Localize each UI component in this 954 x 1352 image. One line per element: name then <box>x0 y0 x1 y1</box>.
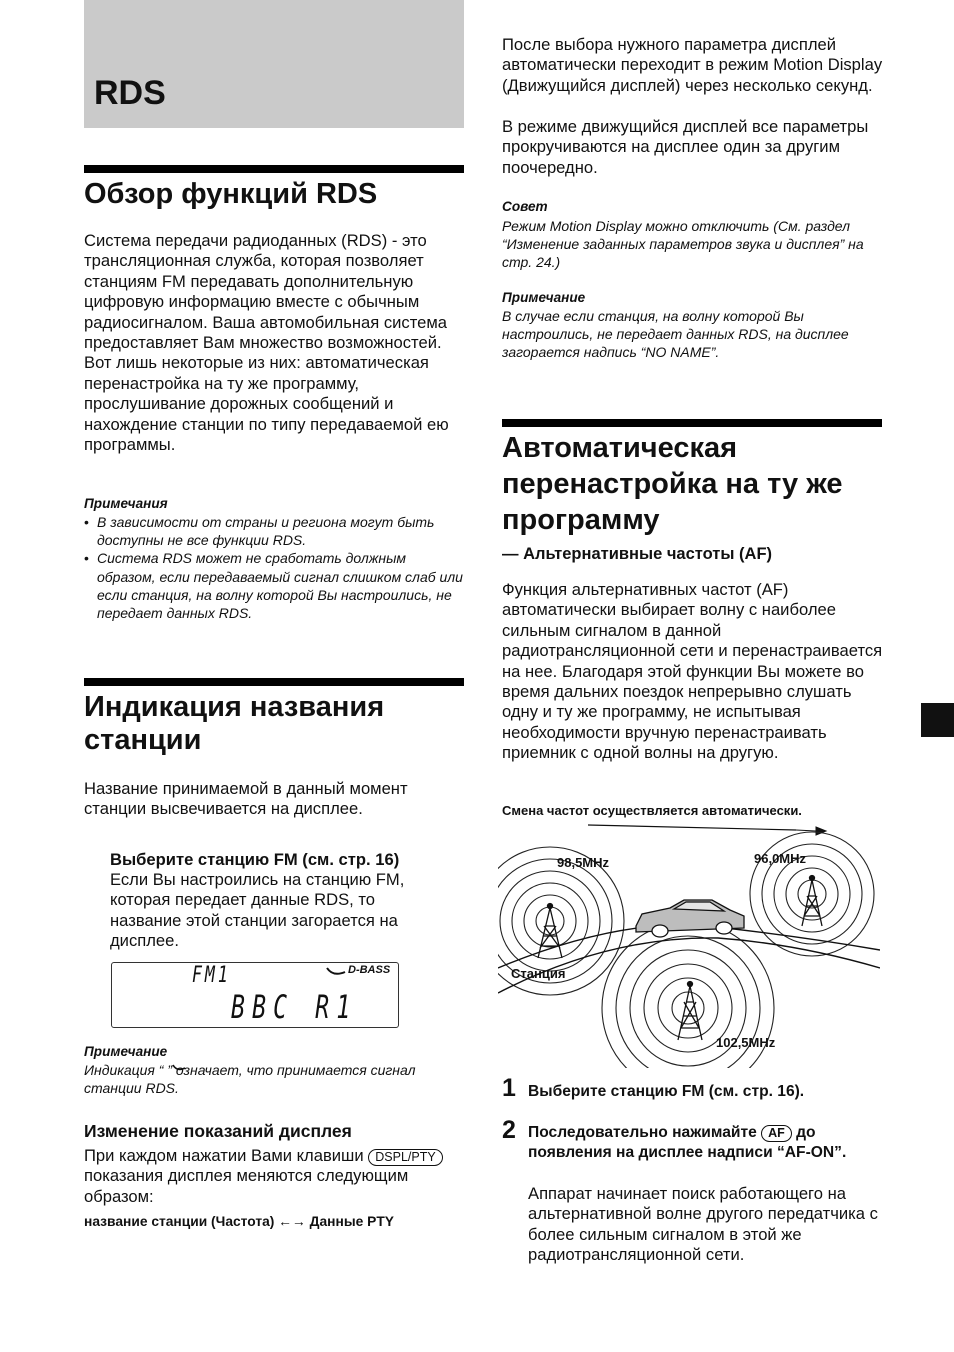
tip-text: Режим Motion Display можно отключить (См. раздел “Изменение заданных параметров звука и дисплея” на стр. 24.) <box>502 218 864 271</box>
freq-label-left: 98,5MHz <box>557 855 610 870</box>
heading-rule <box>84 165 464 173</box>
step-number: 2 <box>502 1116 516 1144</box>
display-sequence <box>84 1214 394 1229</box>
freq-label-bottom: 102,5MHz <box>716 1035 776 1050</box>
step-2-body: Аппарат начинает поиск работающего на альтернативной волне другого передатчика с более сильным сигналом в этой же радиотрансляционной сети. <box>528 1184 878 1265</box>
station-label: Станция <box>511 966 566 981</box>
display-band: FM1 <box>192 963 231 988</box>
step-text: Последовательно нажимайте <box>528 1124 757 1141</box>
dspl-pty-key: DSPL/PTY <box>368 1149 442 1166</box>
display-change-body <box>84 1146 464 1207</box>
heading-rule <box>502 419 882 427</box>
tower-bottom <box>678 982 702 1041</box>
display-station-name: BBC R1 <box>231 988 358 1026</box>
body-text: При каждом нажатии Вами клавиши <box>84 1146 364 1165</box>
sequence-right: Данные PTY <box>309 1214 394 1229</box>
tower-right <box>802 876 822 927</box>
station-step-body: Если Вы настроились на станцию FM, которая передает данные RDS, то название этой станции загорается на дисплее. <box>110 870 405 951</box>
af-diagram <box>498 818 880 1068</box>
station-name-heading: Индикация названия станции <box>84 691 385 756</box>
step-2-title <box>528 1123 878 1163</box>
display-change-heading: Изменение показаний дисплея <box>84 1121 352 1141</box>
overview-notes-list <box>84 513 464 622</box>
tower-left <box>538 904 562 959</box>
overview-body: Система передачи радиоданных (RDS) - это трансляционная служба, которая позволяет станциям FM передавать дополнительную цифровую информацию вместе с обычным радиосигналом. Ваша автомобильная система предоставляет Вам множество возможностей. Вот лишь некоторые из них: автоматическая перенастройка на ту же программу, прослушивание дорожных сообщений и нахождение станции по типу передаваемой ею программы. <box>84 231 449 455</box>
heading-rule <box>84 678 464 686</box>
step-1-title: Выберите станцию FM (см. стр. 16). <box>528 1083 805 1100</box>
station-name-body: Название принимаемой в данный момент станции высвечивается на дисплее. <box>84 779 408 819</box>
station-step-title: Выберите станцию FM (см. стр. 16) <box>110 850 400 869</box>
travel-arrow <box>588 825 826 835</box>
overview-heading: Обзор функций RDS <box>84 178 378 210</box>
af-subheading: — Альтернативные частоты (AF) <box>502 545 773 563</box>
car-icon <box>636 900 744 937</box>
step-text: до появления на дисплее надписи “AF-ON”. <box>528 1124 847 1161</box>
section-title: RDS <box>94 74 166 112</box>
rds-signal-icon <box>172 1063 186 1073</box>
note-item: • Система RDS может не сработать должным образом, если передаваемый сигнал слишком слаб или если станция, на волну которой Вы настроились, не передает данных RDS. <box>84 549 464 622</box>
body-text: показания дисплея меняются следующим образом: <box>84 1166 409 1206</box>
motion-note: В случае если станция, на волну которой Вы настроились, не передает данных RDS, на дисплее загорается надпись “NO NAME”. <box>502 308 849 361</box>
section-tab-marker <box>921 703 954 737</box>
rds-signal-icon <box>326 966 346 978</box>
station-note-heading: Примечание <box>84 1044 168 1059</box>
motion-note-heading: Примечание <box>502 290 586 305</box>
tip-heading: Совет <box>502 199 548 214</box>
af-heading: Автоматическая перенастройка на ту же программу <box>502 432 843 536</box>
motion-body-2: В режиме движущийся дисплей все параметры прокручиваются на дисплее один за другим поочередно. <box>502 117 869 177</box>
dbass-indicator: D-BASS <box>348 964 391 976</box>
double-arrow-icon: ←→ <box>278 1214 306 1229</box>
af-key: AF <box>761 1125 792 1142</box>
figure-caption: Смена частот осуществляется автоматически. <box>502 803 802 818</box>
motion-body-1: После выбора нужного параметра дисплей автоматически переходит в режим Motion Display (Движущийся дисплей) через несколько секунд. <box>502 35 883 95</box>
step-number: 1 <box>502 1074 516 1102</box>
freq-label-right: 96,0MHz <box>754 851 807 866</box>
overview-notes-heading: Примечания <box>84 496 168 511</box>
station-note: Индикация “ ” означает, что принимается сигнал станции RDS. <box>84 1062 416 1097</box>
sequence-left: название станции (Частота) <box>84 1214 275 1229</box>
af-body: Функция альтернативных частот (AF) автоматически выбирает волну с наиболее сильным сигналом в данной радиотрансляционной сети и перенастраивается на нее. Благодаря этой функции Вы можете во время дальних поездок непрерывно слушать одну и ту же программу, не испытывая необходимости вручную перенастраивать приемник с одной волны на другую. <box>502 580 883 763</box>
note-item: • В зависимости от страны и региона могут быть доступны не все функции RDS. <box>84 513 464 549</box>
